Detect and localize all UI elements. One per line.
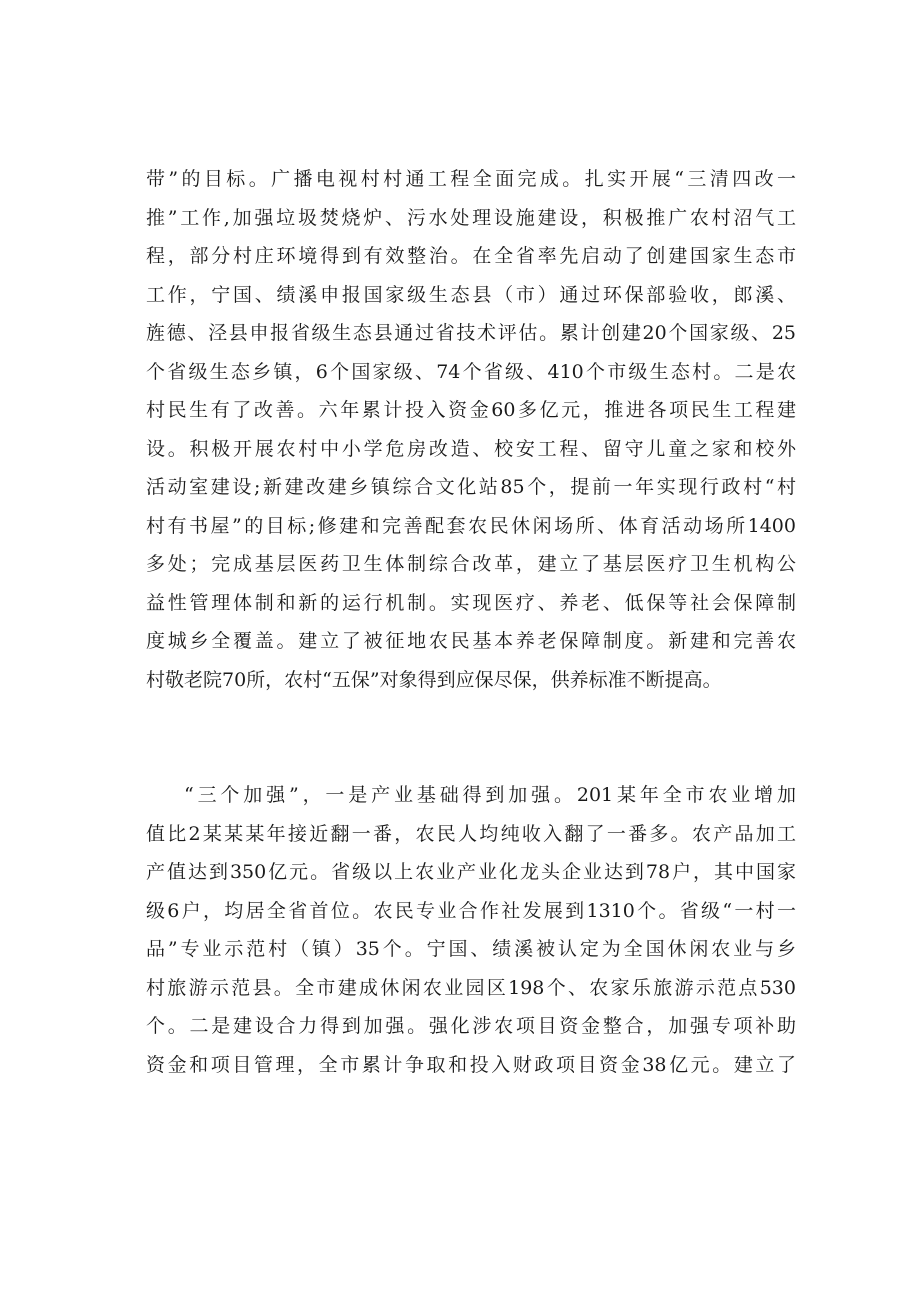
text-line: 村民生有了改善。六年累计投入资金60多亿元，推进各项民生工程建: [146, 399, 796, 421]
text-line: 工作，宁国、绩溪申报国家级生态县（市）通过环保部验收，郎溪、: [146, 283, 796, 306]
text-line: 品”专业示范村（镇）35个。宁国、绩溪被认定为全国休闲农业与乡: [146, 938, 796, 960]
paragraph-rural-livelihood: [146, 160, 796, 699]
text-line: 村有书屋”的目标;修建和完善配套农民休闲场所、体育活动场所1400: [146, 514, 796, 537]
text-line: 产值达到350亿元。省级以上农业产业化龙头企业达到78户，其中国家: [146, 861, 796, 883]
text-line: 益性管理体制和新的运行机制。实现医疗、养老、低保等社会保障制: [146, 591, 796, 614]
text-line: 值比2某某某年接近翻一番，农民人均纯收入翻了一番多。农产品加工: [146, 822, 796, 845]
text-line: “三个加强”，一是产业基础得到加强。201某年全市农业增加: [184, 784, 796, 806]
text-line: 程，部分村庄环境得到有效整治。在全省率先启动了创建国家生态市: [146, 245, 796, 267]
text-line: 级6户，均居全省首位。农民专业合作社发展到1310个。省级“一村一: [146, 899, 796, 922]
text-line: 个。二是建设合力得到加强。强化涉农项目资金整合，加强专项补助: [146, 1015, 796, 1037]
text-line: 度城乡全覆盖。建立了被征地农民基本养老保障制度。新建和完善农: [146, 630, 796, 652]
text-line: 设。积极开展农村中小学危房改造、校安工程、留守儿童之家和校外: [146, 437, 796, 460]
text-line: 资金和项目管理，全市累计争取和投入财政项目资金38亿元。建立了: [146, 1053, 796, 1076]
text-line: 旌德、泾县申报省级生态县通过省技术评估。累计创建20个国家级、25: [146, 322, 796, 344]
text-line: 多处；完成基层医药卫生体制综合改革，建立了基层医疗卫生机构公: [146, 553, 796, 575]
text-line: 带”的目标。广播电视村村通工程全面完成。扎实开展“三清四改一: [146, 168, 796, 190]
text-line: 活动室建设;新建改建乡镇综合文化站85个，提前一年实现行政村“村: [146, 476, 796, 498]
paragraph-three-strengthenings: [146, 776, 796, 1084]
text-line: 个省级生态乡镇，6个国家级、74个省级、410个市级生态村。二是农: [146, 360, 796, 383]
text-line: 推”工作,加强垃圾焚烧炉、污水处理设施建设，积极推广农村沼气工: [146, 206, 796, 229]
text-line: 村旅游示范县。全市建成休闲农业园区198个、农家乐旅游示范点530: [146, 976, 796, 999]
text-line: 村敬老院70所，农村“五保”对象得到应保尽保，供养标准不断提高。: [146, 668, 722, 691]
